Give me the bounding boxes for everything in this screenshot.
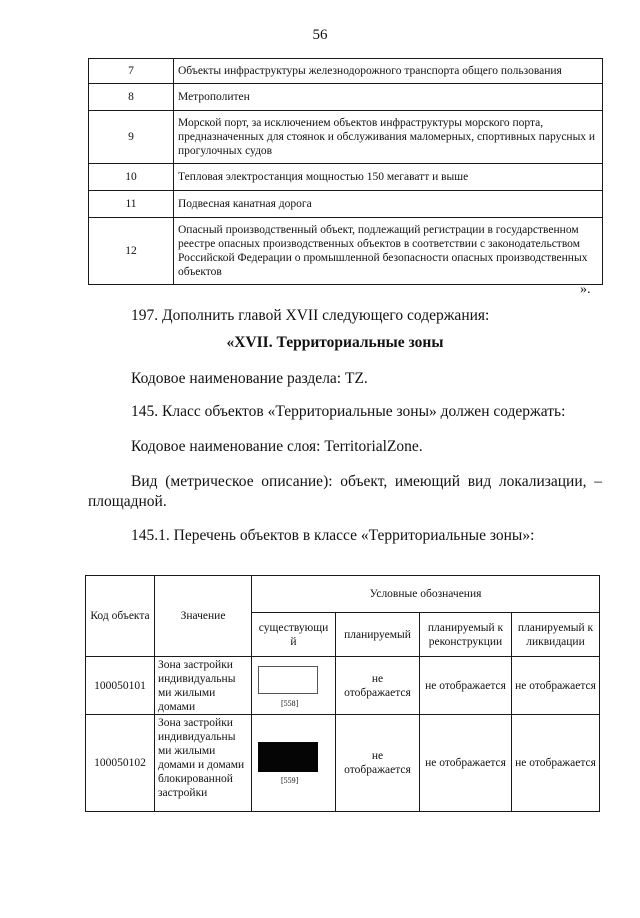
header-legend-group: Условные обозначения xyxy=(252,576,600,613)
page-number: 56 xyxy=(312,27,328,43)
header-code: Код объекта xyxy=(86,576,155,657)
legend-cell xyxy=(252,715,336,812)
infrastructure-table xyxy=(88,58,603,285)
legend-symbol-empty xyxy=(258,666,318,694)
row-number: 11 xyxy=(89,191,174,218)
row-number: 9 xyxy=(89,111,174,164)
section-code-line: Кодовое наименование раздела: TZ. xyxy=(131,370,368,387)
table-row xyxy=(89,191,603,218)
table-row xyxy=(89,111,603,164)
table-row xyxy=(86,657,600,715)
table-row xyxy=(89,59,603,84)
table-row xyxy=(86,715,600,812)
planned-reconstruction-cell: не отображается xyxy=(420,657,512,715)
closing-quote-mark: ». xyxy=(580,282,591,297)
paragraph-145: 145. Класс объектов «Территориальные зоны» должен содержать: xyxy=(131,403,566,420)
row-text: Тепловая электростанция мощностью 150 мегаватт и выше xyxy=(174,164,603,191)
layer-code-line: Кодовое наименование слоя: TerritorialZone. xyxy=(131,438,423,455)
table-row xyxy=(89,164,603,191)
legend-code: [559] xyxy=(281,776,299,785)
legend-code: [558] xyxy=(281,698,299,708)
header-row xyxy=(86,576,600,613)
header-planned: планируемый xyxy=(336,613,420,657)
row-number: 10 xyxy=(89,164,174,191)
paragraph-197: 197. Дополнить главой XVII следующего содержания: xyxy=(131,307,490,324)
object-code: 100050101 xyxy=(86,657,155,715)
planned-cell: не отображается xyxy=(336,715,420,812)
header-existing: существующи й xyxy=(252,613,336,657)
row-number: 7 xyxy=(89,59,174,84)
header-planned-reconstruction: планируемый к реконструкции xyxy=(420,613,512,657)
planned-liquidation-cell: не отображается xyxy=(512,715,600,812)
object-value: Зона застройки индивидуальны ми жилыми домами и домами блокированной застройки xyxy=(155,715,252,812)
planned-liquidation-cell: не отображается xyxy=(512,657,600,715)
chapter-heading: «XVII. Территориальные зоны xyxy=(226,334,444,351)
row-number: 12 xyxy=(89,218,174,285)
object-code: 100050102 xyxy=(86,715,155,812)
row-text: Метрополитен xyxy=(174,84,603,111)
header-value: Значение xyxy=(155,576,252,657)
legend-cell xyxy=(252,657,336,715)
table-row xyxy=(89,84,603,111)
row-text: Морской порт, за исключением объектов инфраструктуры морского порта, предназначенных для стоянок и обслуживания маломерных, спортивных парусных и прогулочных судов xyxy=(174,111,603,164)
planned-reconstruction-cell: не отображается xyxy=(420,715,512,812)
paragraph-145-1: 145.1. Перечень объектов в классе «Территориальные зоны»: xyxy=(131,527,535,544)
row-number: 8 xyxy=(89,84,174,111)
type-description-continuation: площадной. xyxy=(88,493,167,510)
row-text: Опасный производственный объект, подлежащий регистрации в государственном реестре опасных производственных объектов в соответствии с законодательством Российской Федерации о промышленной безопасности опасных производственных объектов xyxy=(174,218,603,285)
row-text: Подвесная канатная дорога xyxy=(174,191,603,218)
type-description-line: Вид (метрическое описание): объект, имеющий вид локализации, – xyxy=(131,473,602,490)
object-value: Зона застройки индивидуальны ми жилыми домами xyxy=(155,657,252,715)
row-text: Объекты инфраструктуры железнодорожного транспорта общего пользования xyxy=(174,59,603,84)
planned-cell: не отображается xyxy=(336,657,420,715)
header-planned-liquidation: планируемый к ликвидации xyxy=(512,613,600,657)
legend-symbol-filled xyxy=(258,742,318,772)
territorial-zones-table xyxy=(85,575,600,812)
table-row xyxy=(89,218,603,285)
